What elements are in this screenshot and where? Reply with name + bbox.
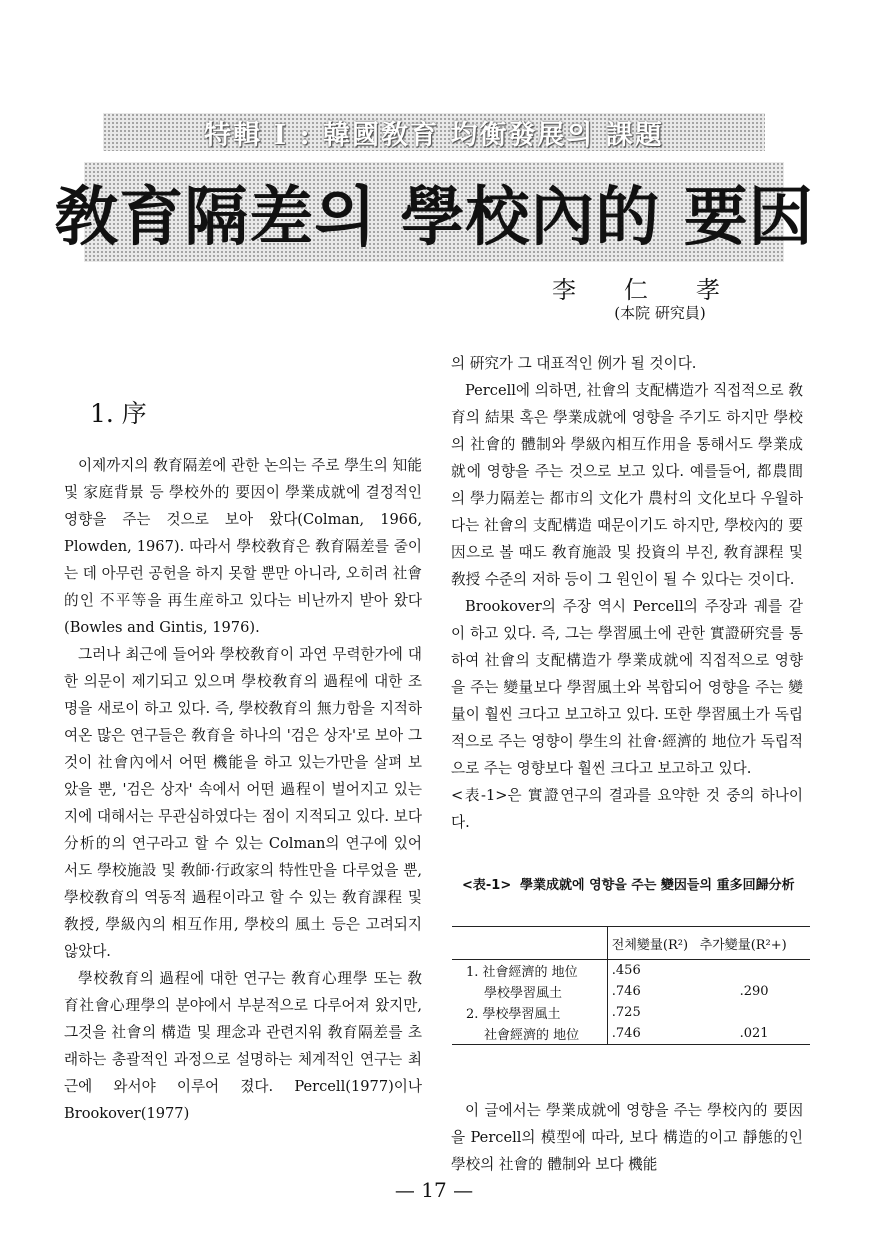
table-cell: 1. 社會經濟的 地位 (466, 965, 578, 980)
left-column (64, 452, 422, 1127)
paragraph: 이 글에서는 學業成就에 영향을 주는 學校內的 要因을 Percell의 模型에 따라, 보다 構造的이고 靜態的인 學校의 社會的 體制와 보다 機能 (451, 1102, 803, 1173)
author-name: 李仁孝 (552, 276, 768, 304)
right-column (451, 350, 803, 836)
table-cell: .746 (607, 981, 695, 1002)
table-header-cell (452, 927, 607, 960)
title-banner (54, 162, 814, 262)
table-cell: 2. 學校學習風土 (466, 1007, 561, 1022)
paragraph: Brookover의 주장 역시 Percell의 주장과 궤를 같이 하고 있다. 즉, 그는 學習風土에 관한 實證硏究를 통하여 社會의 支配構造가 學業成就에 직접적으로 영향을 주는 變量보다 學習風土와 복합되어 영향을 주는 變量이 훨씬 크다고 보고하고 있다. 또한 學習風土가 독립적으로 주는 영향이 學生의 社會·經濟的 地位가 독립적으로 주는 영향보다 훨씬 크다고 보고하고 있다. (451, 598, 803, 777)
table-caption (462, 872, 812, 899)
table-cell: .746 (607, 1023, 695, 1045)
table-header-row (452, 927, 810, 960)
paragraph: 의 硏究가 그 대표적인 例가 될 것이다. (451, 355, 697, 372)
series-title: 特輯 I : 韓國敎育 均衡發展의 課題 (204, 119, 664, 151)
table-cell: .456 (607, 960, 695, 982)
table-cell: .725 (607, 1002, 695, 1023)
paragraph: 이제까지의 敎育隔差에 관한 논의는 주로 學生의 知能 및 家庭背景 등 學校外的 要因이 學業成就에 결정적인 영향을 주는 것으로 보아 왔다(Colman, 1966, Plowden, 1967). 따라서 學校敎育은 敎育隔差를 줄이는 데 아무런 공헌을 하지 못할 뿐만 아니라, 오히려 社會的인 不平等을 再生産하고 있다는 비난까지 받아 왔다(Bowles and Gintis, 1976). (64, 457, 422, 636)
table-cell: .290 (739, 984, 769, 999)
paragraph: 學校敎育의 過程에 대한 연구는 敎育心理學 또는 敎育社會心理學의 분야에서 부분적으로 다루어져 왔지만, 그것을 社會의 構造 및 理念과 관련지워 敎育隔差를 초래하는 총괄적인 과정으로 설명하는 체계적인 연구는 최근에 와서야 이루어 졌다. Percell(1977)이나 Brookover(1977) (64, 970, 422, 1122)
table-tag: <表-1> (462, 878, 512, 893)
table-caption-text: 學業成就에 영향을 주는 變因들의 重多回歸分析 (520, 878, 795, 893)
page-number: — 17 — (394, 1178, 474, 1202)
table-row (452, 1023, 810, 1045)
paragraph: <表-1>은 實證연구의 결과를 요약한 것 중의 하나이다. (451, 787, 803, 831)
table-header-cell: 추가變量(R²+) (696, 927, 810, 960)
post-table-paragraph-block (451, 1097, 803, 1178)
table-row (452, 1002, 810, 1023)
table-cell (696, 960, 810, 982)
regression-table (452, 926, 810, 1045)
table-cell: .021 (696, 1023, 810, 1045)
table-row (452, 981, 810, 1002)
section-heading: 1. 序 (90, 399, 147, 428)
table-header-cell: 전체變量(R²) (607, 927, 695, 960)
table-row (452, 960, 810, 982)
table-cell: 學校學習風土 (484, 986, 563, 1001)
table-cell (696, 1002, 810, 1023)
table-cell: 社會經濟的 地位 (452, 1023, 607, 1045)
paragraph: Percell에 의하면, 社會의 支配構造가 직접적으로 敎育의 結果 혹은 學業成就에 영향을 주기도 하지만 學校의 社會的 體制와 學級內相互作用을 통해서도 學業成就에 영향을 주는 것으로 보고 있다. 예를들어, 都農間의 學力隔差는 都市의 文化가 農村의 文化보다 우월하다는 社會의 支配構造 때문이기도 하지만, 學校內的 要因으로 볼 때도 敎育施設 및 投資의 부진, 敎育課程 및 敎授 수준의 저하 등이 그 원인이 될 수 있다는 것이다. (451, 382, 803, 588)
series-banner (103, 113, 765, 151)
author-affiliation: (本院 硏究員) (614, 304, 706, 322)
article-title: 敎育隔差의 學校內的 要因 (54, 180, 814, 255)
paragraph: 그러나 최근에 들어와 學校敎育이 과연 무력한가에 대한 의문이 제기되고 있으며 學校敎育의 過程에 대한 조명을 새로이 하고 있다. 즉, 學校敎育의 無力함을 지적하여온 많은 연구들은 敎育을 하나의 '검은 상자'로 보아 그것이 社會內에서 어떤 機能을 하고 있는가만을 살펴 보았을 뿐, '검은 상자' 속에서 어떤 過程이 벌어지고 있는지에 대해서는 무관심하였다는 점이 지적되고 있다. 보다 分析的의 연구라고 할 수 있는 Colman의 연구에 있어서도 學校施設 및 敎師·行政家의 特性만을 다루었을 뿐, 學校敎育의 역동적 過程이라고 할 수 있는 敎育課程 및 敎授, 學級內의 相互作用, 學校의 風土 등은 고려되지 않았다. (64, 646, 422, 960)
